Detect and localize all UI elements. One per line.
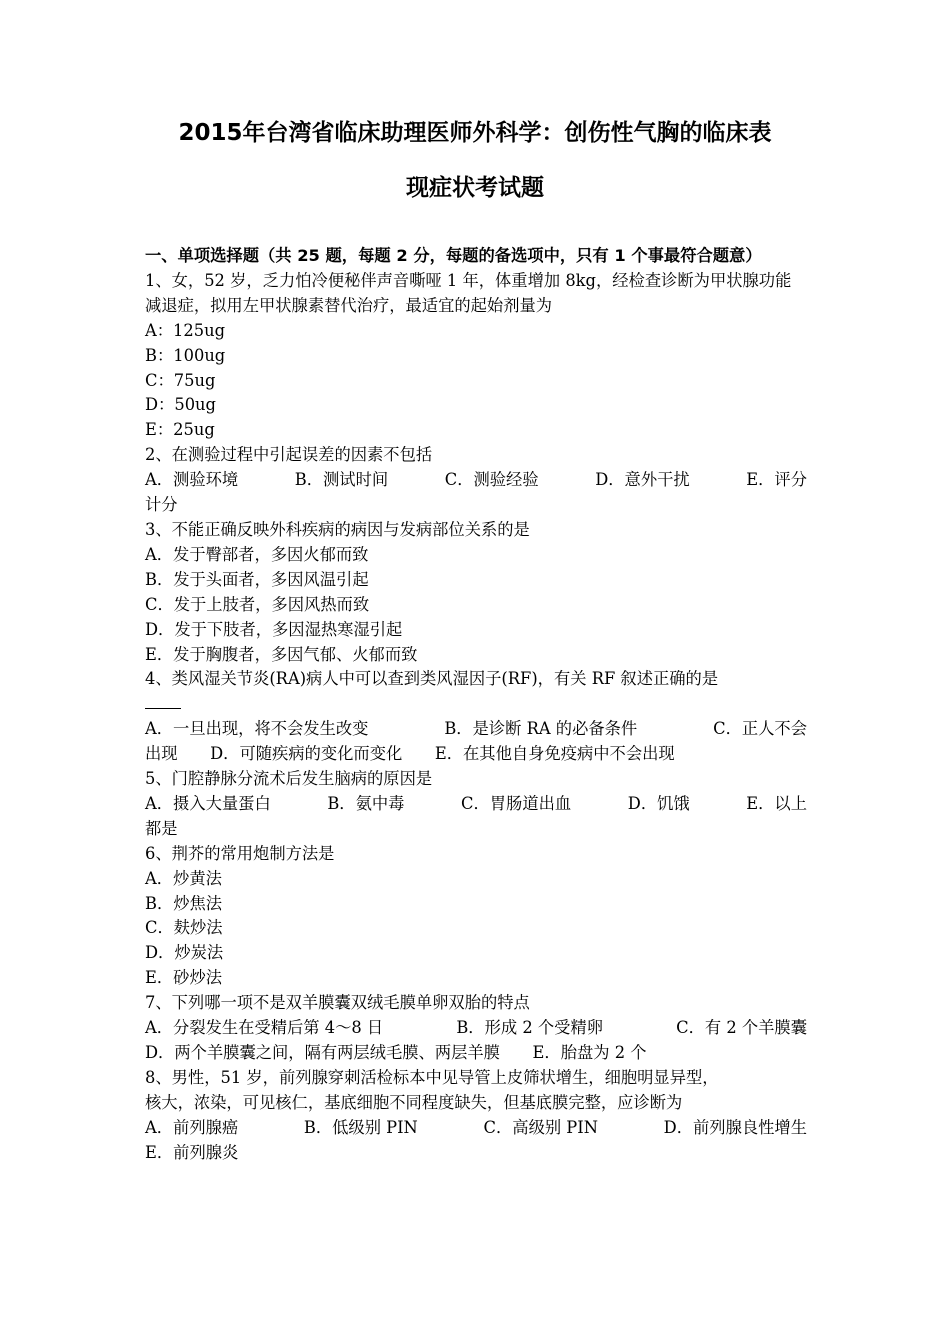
question-1-option-b: B：100ug <box>145 345 226 365</box>
question-6-option-d: D．炒炭法 <box>145 943 224 963</box>
question-3-option-a: A．发于臀部者，多因火郁而致 <box>145 544 369 564</box>
question-7-stem: 7、下列哪一项不是双羊膜囊双绒毛膜单卵双胎的特点 <box>145 993 530 1013</box>
question-3-option-b: B．发于头面者，多因风温引起 <box>145 569 369 589</box>
question-2-stem: 2、在测验过程中引起误差的因素不包括 <box>145 445 433 465</box>
question-2-options-row <box>145 468 807 493</box>
question-2-option-e-cont: 计分 <box>145 495 178 515</box>
question-8-stem-line-1: 8、男性，51 岁，前列腺穿刺活检标本中见导管上皮筛状增生，细胞明显异型， <box>145 1067 719 1087</box>
question-3-option-d: D．发于下肢者，多因湿热寒湿引起 <box>145 619 403 639</box>
question-8-option-b: B．低级别 PIN <box>303 1117 418 1137</box>
question-5-option-c: C．胃肠道出血 <box>461 793 572 813</box>
question-4-option-c: C．正人不会 <box>713 719 807 739</box>
question-7-option-a: A．分裂发生在受精后第 4～8 日 <box>145 1018 384 1038</box>
question-8-option-e: E．前列腺炎 <box>145 1142 239 1162</box>
question-5-option-d: D．饥饿 <box>627 793 690 813</box>
question-4-stem: 4、类风湿关节炎(RA)病人中可以查到类风湿因子(RF)，有关 RF 叙述正确的是 <box>145 669 719 689</box>
section-header: 一、单项选择题（共 25 题，每题 2 分，每题的备选项中，只有 1 个事最符合题意） <box>145 246 762 265</box>
answer-blank-line <box>145 694 181 709</box>
question-7-options-row-2: D．两个羊膜囊之间，隔有两层绒毛膜、两层羊膜 E．胎盘为 2 个 <box>145 1043 647 1062</box>
doc-title-line-1: 2015年台湾省临床助理医师外科学：创伤性气胸的临床表 <box>178 120 772 146</box>
question-1-option-d: D：50ug <box>145 395 216 415</box>
question-6-stem: 6、荆芥的常用炮制方法是 <box>145 843 335 863</box>
question-2-option-a: A．测验环境 <box>145 470 239 490</box>
question-4-option-a: A．一旦出现，将不会发生改变 <box>145 719 369 739</box>
question-8-stem-line-2: 核大，浓染，可见核仁，基底细胞不同程度缺失，但基底膜完整，应诊断为 <box>145 1092 683 1112</box>
question-6-option-e: E．砂炒法 <box>145 968 223 988</box>
question-2-option-d: D．意外干扰 <box>595 470 690 490</box>
doc-content <box>145 244 807 1166</box>
question-8-option-d: D．前列腺良性增生 <box>663 1117 807 1137</box>
question-4-option-b: B．是诊断 RA 的必备条件 <box>444 719 638 739</box>
question-5-option-e-cont: 都是 <box>145 818 178 838</box>
question-8-option-a: A．前列腺癌 <box>145 1117 239 1137</box>
question-5-option-b: B．氨中毒 <box>327 793 405 813</box>
question-8-options-row <box>145 1116 807 1141</box>
question-1-option-a: A：125ug <box>145 320 226 340</box>
question-8-option-c: C．高级别 PIN <box>483 1117 598 1137</box>
question-3-option-c: C．发于上肢者，多因风热而致 <box>145 594 370 614</box>
question-1-option-c: C：75ug <box>145 370 216 390</box>
question-2-option-c: C．测验经验 <box>444 470 539 490</box>
question-5-option-e: E．以上 <box>746 793 807 813</box>
question-4-options-row-1 <box>145 717 807 742</box>
question-4-answer-blank <box>145 692 807 717</box>
question-7-option-c: C．有 2 个羊膜囊 <box>676 1018 807 1038</box>
question-7-options-row-1 <box>145 1016 807 1041</box>
doc-title-line-2: 现症状考试题 <box>406 175 544 201</box>
question-4-options-row-2: 出现 D．可随疾病的变化而变化 E．在其他自身免疫病中不会出现 <box>145 744 675 764</box>
question-5-option-a: A．摄入大量蛋白 <box>145 793 271 813</box>
question-5-options-row <box>145 792 807 817</box>
question-2-option-b: B．测试时间 <box>294 470 389 490</box>
question-3-stem: 3、不能正确反映外科疾病的病因与发病部位关系的是 <box>145 519 530 539</box>
question-5-stem: 5、门腔静脉分流术后发生脑病的原因是 <box>145 769 433 789</box>
question-1-stem: 1、女，52 岁，乏力怕冷便秘伴声音嘶哑 1 年，体重增加 8kg，经检查诊断为甲状腺功能减退症，拟用左甲状腺素替代治疗，最适宜的起始剂量为 <box>145 270 792 315</box>
question-7-option-b: B．形成 2 个受精卵 <box>456 1018 603 1038</box>
question-2-option-e: E．评分 <box>746 470 807 490</box>
question-6-option-b: B．炒焦法 <box>145 893 223 913</box>
question-6-option-c: C．麸炒法 <box>145 918 223 938</box>
question-6-option-a: A．炒黄法 <box>145 868 222 888</box>
question-1-option-e: E：25ug <box>145 420 215 440</box>
question-3-option-e: E．发于胸腹者，多因气郁、火郁而致 <box>145 644 418 664</box>
